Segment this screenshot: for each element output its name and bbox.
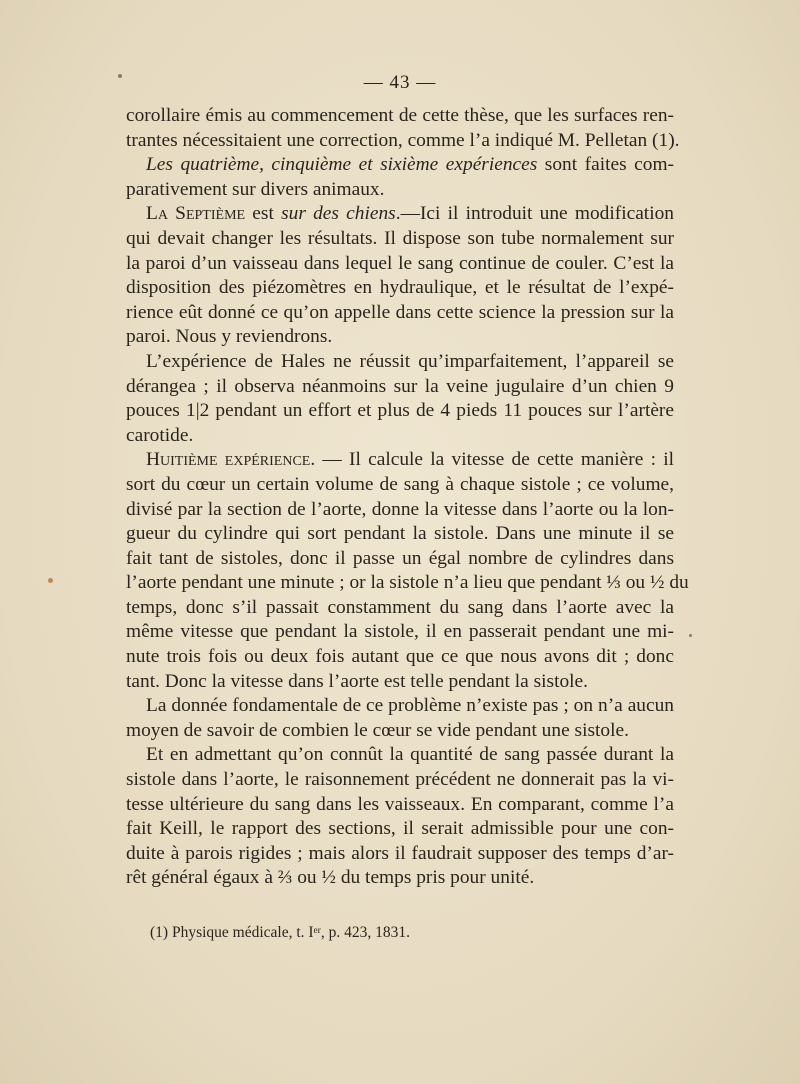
text-segment: Huitième expérience.: [146, 449, 316, 471]
page-number: — 43 —: [363, 72, 437, 93]
text-line: [126, 670, 674, 695]
text-line: [126, 719, 674, 744]
text-segment: la paroi d’un vaisseau dans lequel le sang continue de couler. C’est la: [126, 252, 674, 274]
text-segment: fait Keill, le rapport des sections, il serait admissible pour une con-: [126, 818, 674, 840]
text-line: [126, 227, 674, 252]
text-line: [126, 448, 674, 473]
footnote: (1) Physique médicale, t. Iᵉʳ, p. 423, 1831.: [150, 924, 411, 941]
text-line: [126, 301, 674, 326]
text-line: [126, 547, 674, 572]
text-segment: fait tant de sistoles, donc il passe un égal nombre de cylindres dans: [126, 547, 674, 569]
text-line: [126, 424, 674, 449]
text-segment: corollaire émis au commencement de cette thèse, que les surfaces ren-: [126, 105, 674, 126]
text-segment: Et en admettant qu’on connût la quantité de sang passée durant la: [146, 744, 674, 766]
text-line: [126, 842, 674, 867]
text-segment: divisé par la section de l’aorte, donne la vitesse dans l’aorte ou la lon-: [126, 498, 674, 520]
text-line: [126, 571, 689, 596]
text-segment: dérangea ; il observa néanmoins sur la veine jugulaire d’un chien 9: [126, 375, 674, 397]
text-segment: L’expérience de Hales ne réussit qu’imparfaitement, l’appareil se: [146, 350, 674, 372]
text-segment: disposition des piézomètres en hydraulique, et le résultat de l’expé-: [126, 277, 674, 299]
text-segment: rêt général égaux à ⅔ ou ½ du temps pris pour unité.: [126, 867, 535, 889]
text-line: [126, 866, 674, 891]
text-segment: trantes nécessitaient une correction, comme l’a indiqué M. Pelletan (1).: [126, 129, 680, 151]
text-segment: — Il calcule la vitesse de cette manière : il: [315, 449, 674, 471]
text-segment: La donnée fondamentale de ce problème n’existe pas ; on n’a aucun: [146, 695, 674, 717]
text-segment: même vitesse que pendant la sistole, il en passerait pendant une mi-: [126, 621, 674, 643]
text-segment: l’aorte pendant une minute ; or la sistole n’a lieu que pendant ⅓ ou ½ du: [126, 572, 689, 594]
text-line: [126, 153, 674, 178]
text-segment: paroi. Nous y reviendrons.: [126, 326, 333, 348]
text-segment: .—Ici il introduit une modification: [395, 203, 674, 225]
text-segment: nute trois fois ou deux fois autant que ce que nous avons dit ; donc: [126, 646, 674, 668]
text-line: [126, 768, 674, 793]
ink-speck: [689, 634, 692, 637]
text-segment: sur des chiens: [281, 203, 396, 225]
text-segment: Les quatrième, cinquième et sixième expériences: [146, 154, 538, 176]
text-line: [126, 596, 674, 621]
text-line: [126, 375, 674, 400]
text-segment: sort du cœur un certain volume de sang à chaque sistole ; ce volume,: [126, 473, 674, 495]
text-line: [126, 350, 674, 375]
text-line: [126, 129, 680, 154]
text-segment: pouces 1|2 pendant un effort et plus de 4 pieds 11 pouces sur l’artère: [126, 400, 674, 422]
text-segment: parativement sur divers animaux.: [126, 178, 385, 200]
text-line: [126, 620, 674, 645]
text-line: [126, 399, 674, 424]
body-text: [126, 104, 689, 891]
text-segment: moyen de savoir de combien le cœur se vide pendant une sistole.: [126, 719, 629, 741]
text-segment: qui devait changer les résultats. Il dispose son tube normalement sur: [126, 227, 674, 249]
ink-speck: [118, 74, 122, 78]
text-segment: rience eût donné ce qu’on appelle dans cette science la pression sur la: [126, 301, 674, 323]
text-segment: sont faites com-: [537, 154, 674, 176]
ink-speck: [48, 578, 53, 583]
text-segment: tesse ultérieure du sang dans les vaisseaux. En comparant, comme l’a: [126, 793, 674, 815]
text-segment: temps, donc s’il passait constamment du sang dans l’aorte avec la: [126, 596, 674, 618]
text-segment: La Septième: [146, 203, 246, 225]
text-line: [126, 202, 674, 227]
text-line: [126, 522, 674, 547]
text-line: [126, 325, 674, 350]
text-line: [126, 645, 674, 670]
text-line: [126, 276, 674, 301]
text-segment: est: [245, 203, 282, 225]
text-line: [126, 793, 674, 818]
text-line: [126, 743, 674, 768]
text-line: [126, 498, 674, 523]
text-line: [126, 104, 674, 129]
text-line: [126, 178, 674, 203]
text-segment: tant. Donc la vitesse dans l’aorte est telle pendant la sistole.: [126, 670, 589, 692]
text-segment: duite à parois rigides ; mais alors il faudrait supposer des temps d’ar-: [126, 842, 674, 864]
text-line: [126, 694, 674, 719]
text-segment: carotide.: [126, 424, 194, 446]
text-segment: sistole dans l’aorte, le raisonnement précédent ne donnerait pas la vi-: [126, 769, 674, 791]
text-line: [126, 817, 674, 842]
text-line: [126, 252, 674, 277]
text-segment: gueur du cylindre qui sort pendant la sistole. Dans une minute il se: [126, 523, 674, 545]
text-line: [126, 473, 674, 498]
